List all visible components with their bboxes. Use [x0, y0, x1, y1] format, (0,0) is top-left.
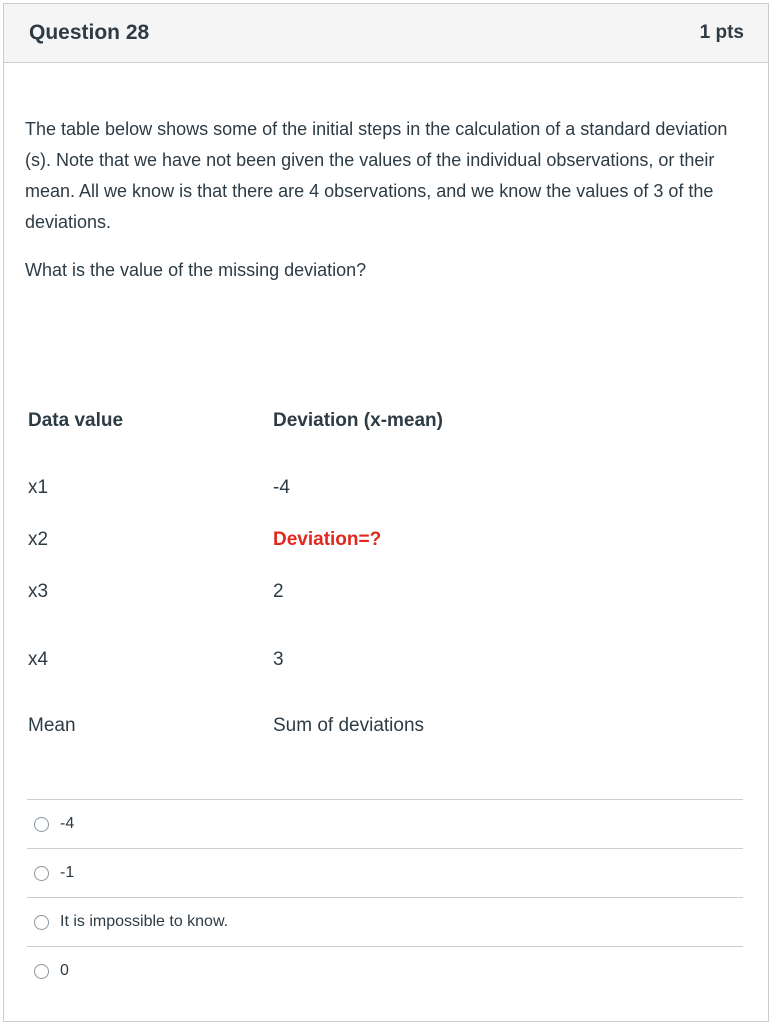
table-row — [28, 649, 628, 679]
radio-button[interactable] — [34, 866, 49, 881]
answer-label[interactable]: -4 — [60, 815, 75, 832]
answer-label[interactable]: 0 — [60, 962, 69, 979]
answer-option[interactable] — [27, 897, 743, 946]
table-row — [28, 715, 628, 745]
radio-button[interactable] — [34, 964, 49, 979]
table-header-deviation: Deviation (x-mean) — [273, 410, 443, 431]
question-text — [25, 114, 745, 303]
answer-label[interactable]: -1 — [60, 864, 75, 881]
table-row — [28, 477, 628, 507]
table-cell-deviation: 3 — [273, 649, 284, 670]
table-cell-data-value: x1 — [28, 477, 49, 498]
radio-button[interactable] — [34, 817, 49, 832]
question-title: Question 28 — [29, 21, 150, 44]
table-header-row — [28, 410, 628, 440]
question-prompt: What is the value of the missing deviation? — [25, 260, 367, 280]
missing-deviation-cell: Deviation=? — [273, 529, 382, 550]
table-cell-data-value: x3 — [28, 581, 49, 602]
question-header — [4, 4, 768, 63]
table-header-data-value: Data value — [28, 410, 124, 431]
answer-list — [27, 799, 743, 995]
table-cell-data-value: x4 — [28, 649, 49, 670]
table-cell-deviation: 2 — [273, 581, 284, 602]
answer-label[interactable]: It is impossible to know. — [60, 913, 229, 930]
answer-option[interactable] — [27, 848, 743, 897]
table-cell-data-value: Mean — [28, 715, 76, 736]
radio-button[interactable] — [34, 915, 49, 930]
table-cell-deviation: Sum of deviations — [273, 715, 425, 736]
question-points: 1 pts — [699, 22, 744, 43]
table-row — [28, 529, 628, 559]
answer-option[interactable] — [27, 946, 743, 995]
table-row — [28, 581, 628, 611]
question-paragraph: The table below shows some of the initial steps in the calculation of a standard deviation (s). Note that we have not been given the values of the individual observations, or their mean. All we know is that there are 4 observations, and we know the values of 3 of the deviations. — [25, 119, 728, 232]
answer-option[interactable] — [27, 799, 743, 848]
table-cell-data-value: x2 — [28, 529, 49, 550]
table-cell-deviation: -4 — [273, 477, 290, 498]
